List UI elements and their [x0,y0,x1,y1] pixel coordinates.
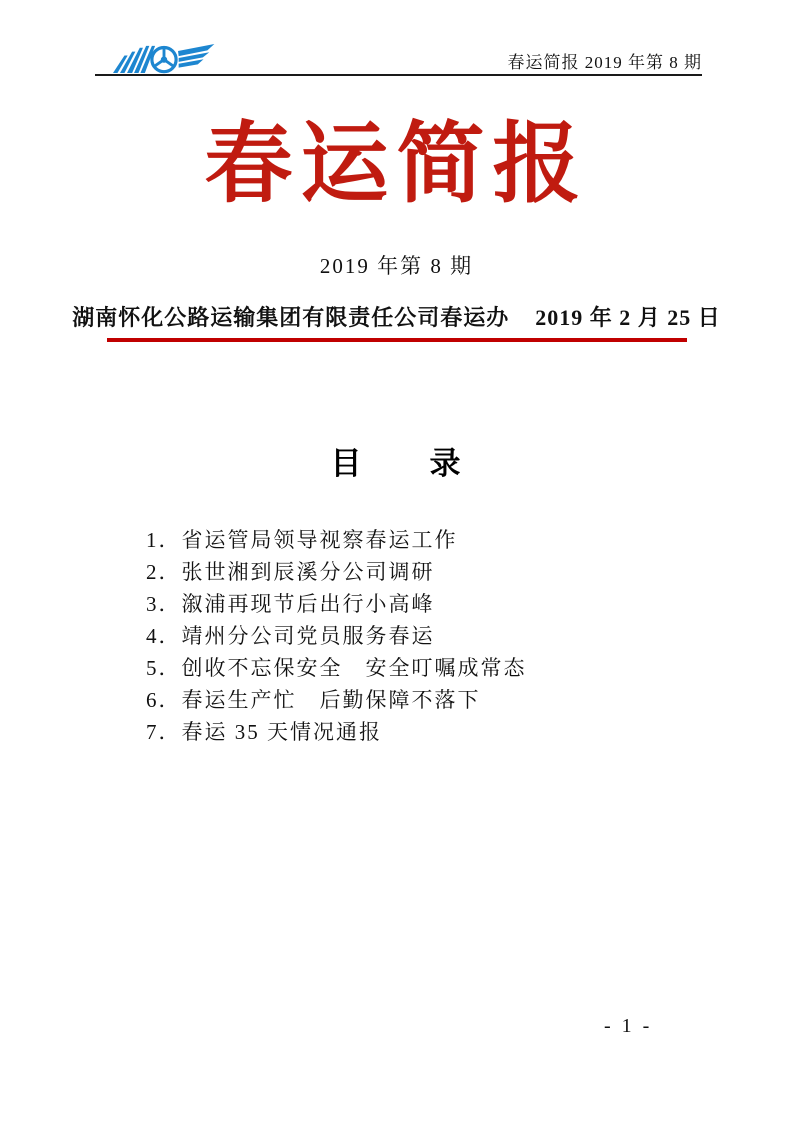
publish-date: 2019 年 2 月 25 日 [535,305,721,330]
toc-item-3: 3．溆浦再现节后出行小高峰 [146,592,435,616]
toc-item-1: 1．省运管局领导视察春运工作 [146,528,458,552]
toc-heading: 目 录 [330,446,463,481]
masthead-title: 春运简报 [204,117,589,214]
header-divider-line [95,74,702,76]
publisher-name: 湖南怀化公路运输集团有限责任公司春运办 [72,305,510,330]
toc-item-7: 7．春运 35 天情况通报 [146,720,382,744]
toc-item-4: 4．靖州分公司党员服务春运 [146,624,435,648]
toc-item-6: 6．春运生产忙 后勤保障不落下 [146,688,481,712]
red-divider-line [107,338,687,342]
toc-item-5: 5．创收不忘保安全 安全叮嘱成常态 [146,656,527,680]
page-number: - 1 - [604,1015,653,1037]
toc-item-2: 2．张世湘到辰溪分公司调研 [146,560,435,584]
header-issue-label: 春运简报 2019 年第 8 期 [507,53,702,72]
road-transport-emblem-icon [113,42,215,74]
toc-list [146,524,527,748]
issue-number: 2019 年第 8 期 [319,254,474,278]
publisher-line [0,301,793,332]
